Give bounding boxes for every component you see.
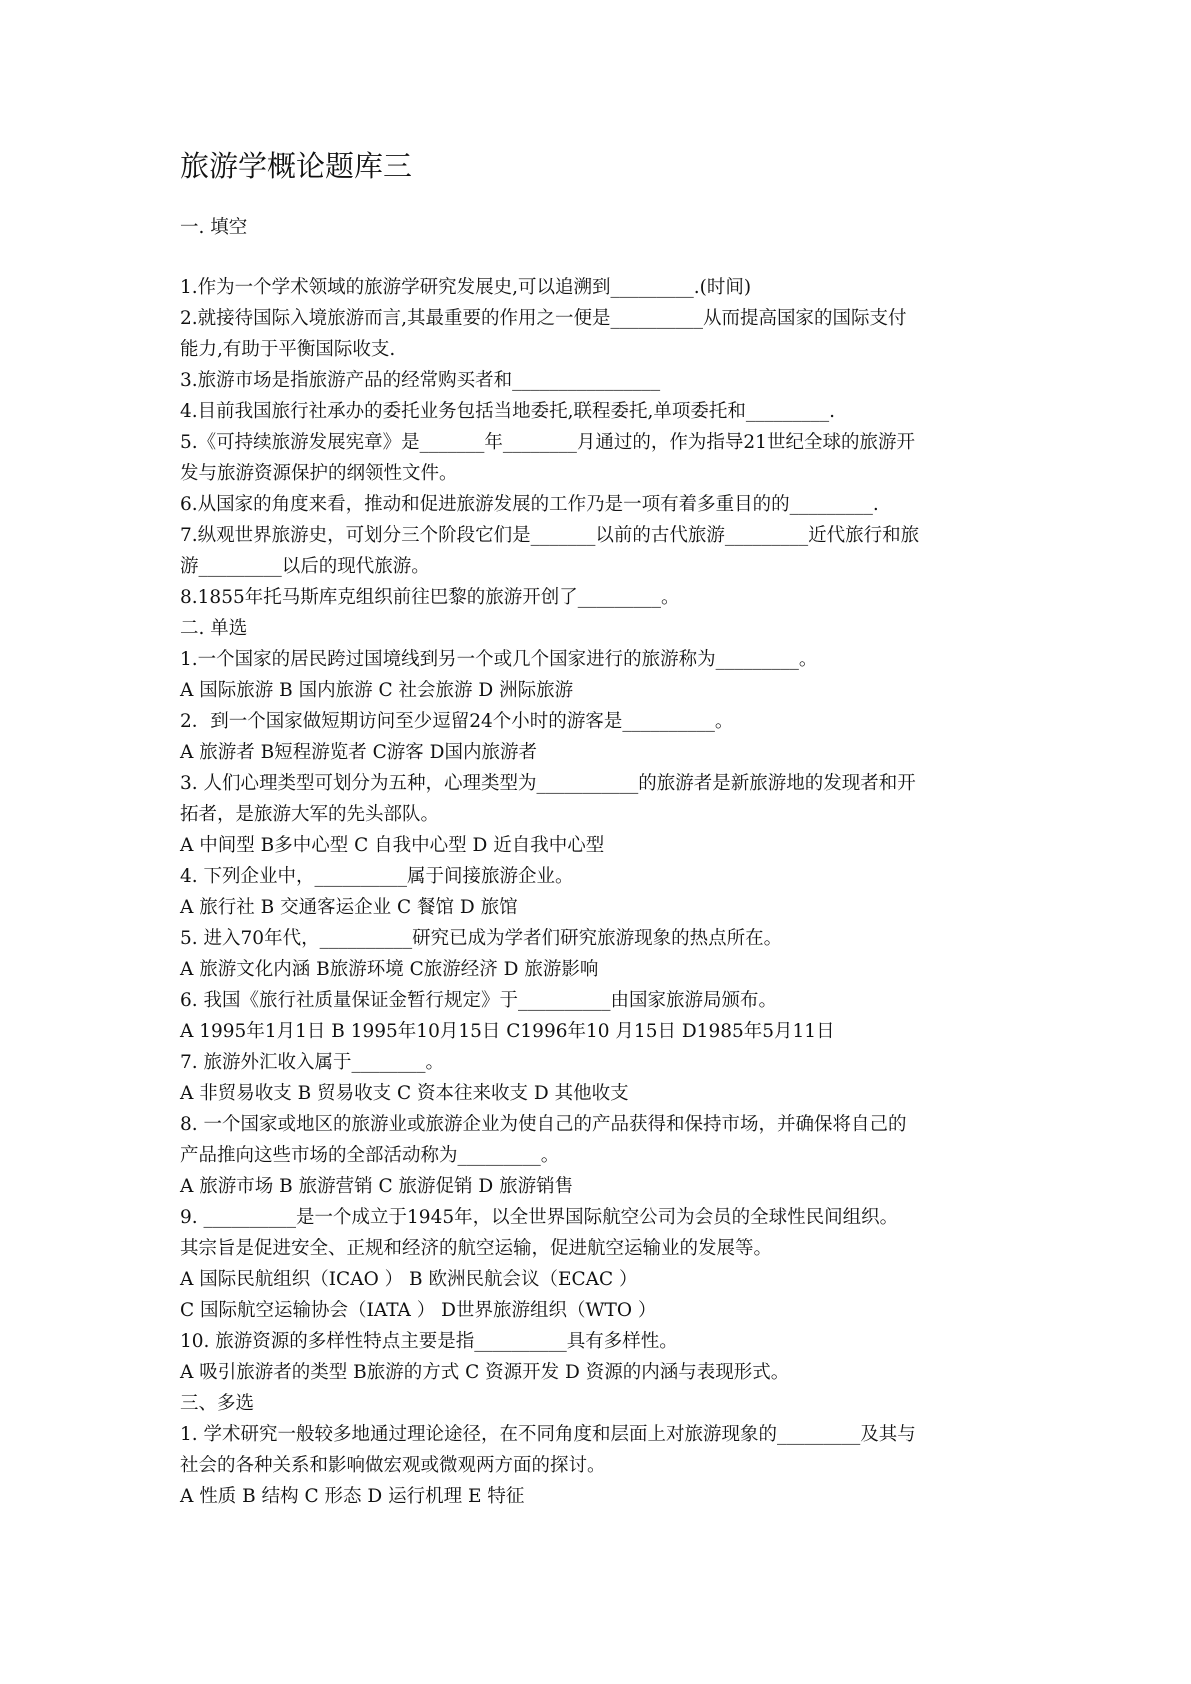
text-line: 9. __________是一个成立于1945年，以全世界国际航空公司为会员的全球性民间组织。: [180, 1207, 899, 1228]
text-line: A 1995年1月1日 B 1995年10月15日 C1996年10 月15日 D1985年5月11日: [180, 1021, 835, 1042]
text-line: A 非贸易收支 B 贸易收支 C 资本往来收支 D 其他收支: [180, 1083, 629, 1104]
text-line: 1.作为一个学术领域的旅游学研究发展史,可以追溯到_________.(时间): [180, 277, 752, 298]
text-line: 7.纵观世界旅游史，可划分三个阶段它们是_______以前的古代旅游_________近代旅行和旅: [180, 525, 920, 546]
text-line: 10. 旅游资源的多样性特点主要是指__________具有多样性。: [180, 1331, 678, 1352]
text-line: 4. 下列企业中，__________属于间接旅游企业。: [180, 866, 574, 887]
text-line: 3.旅游市场是指旅游产品的经常购买者和________________: [180, 370, 661, 391]
text-line: 2．到一个国家做短期访问至少逗留24个小时的游客是__________。: [180, 711, 734, 732]
text-line: 8.1855年托马斯库克组织前往巴黎的旅游开创了_________。: [180, 587, 680, 608]
blank-line: [180, 243, 1020, 272]
text-line: 发与旅游资源保护的纲领性文件。: [180, 463, 458, 484]
text-line: 1. 学术研究一般较多地通过理论途径，在不同角度和层面上对旅游现象的_________及其与: [180, 1424, 916, 1445]
text-line: A 性质 B 结构 C 形态 D 运行机理 E 特征: [180, 1486, 525, 1507]
text-line: 5.《可持续旅游发展宪章》是_______年________月通过的，作为指导21世纪全球的旅游开: [180, 432, 915, 453]
text-line: 6. 我国《旅行社质量保证金暂行规定》于__________由国家旅游局颁布。: [180, 990, 778, 1011]
text-line: A 旅游文化内涵 B旅游环境 C旅游经济 D 旅游影响: [180, 959, 599, 980]
text-line: 3. 人们心理类型可划分为五种，心理类型为___________的旅游者是新旅游地的发现者和开: [180, 773, 916, 794]
text-line: 产品推向这些市场的全部活动称为_________。: [180, 1145, 560, 1166]
text-line: 7. 旅游外汇收入属于________。: [180, 1052, 445, 1073]
text-line: 8. 一个国家或地区的旅游业或旅游企业为使自己的产品获得和保持市场，并确保将自己的: [180, 1114, 907, 1135]
document-body: [180, 212, 1020, 1512]
text-line: A 国际民航组织（ICAO ） B 欧洲民航会议（ECAC ）: [180, 1269, 638, 1290]
text-line: A 旅行社 B 交通客运企业 C 餐馆 D 旅馆: [180, 897, 518, 918]
text-line: 拓者，是旅游大军的先头部队。: [180, 804, 440, 825]
text-line: A 国际旅游 B 国内旅游 C 社会旅游 D 洲际旅游: [180, 680, 574, 701]
document-title: 旅游学概论题库三: [180, 149, 413, 183]
text-line: 社会的各种关系和影响做宏观或微观两方面的探讨。: [180, 1455, 606, 1476]
text-line: A 旅游市场 B 旅游营销 C 旅游促销 D 旅游销售: [180, 1176, 574, 1197]
text-line: C 国际航空运输协会（IATA ） D世界旅游组织（WTO ）: [180, 1300, 657, 1321]
text-line: 6.从国家的角度来看，推动和促进旅游发展的工作乃是一项有着多重目的的_________.: [180, 494, 879, 515]
text-line: 一. 填空: [180, 217, 248, 238]
text-line: 1.一个国家的居民跨过国境线到另一个或几个国家进行的旅游称为_________。: [180, 649, 818, 670]
text-line: 4.目前我国旅行社承办的委托业务包括当地委托,联程委托,单项委托和_________.: [180, 401, 836, 422]
text-line: 二. 单选: [180, 618, 248, 639]
text-line: 其宗旨是促进安全、正规和经济的航空运输，促进航空运输业的发展等。: [180, 1238, 773, 1259]
text-line: 游_________以后的现代旅游。: [180, 556, 430, 577]
text-line: 三、多选: [180, 1393, 255, 1414]
text-line: A 吸引旅游者的类型 B旅游的方式 C 资源开发 D 资源的内涵与表现形式。: [180, 1362, 790, 1383]
text-line: 能力,有助于平衡国际收支.: [180, 339, 396, 360]
text-line: 2.就接待国际入境旅游而言,其最重要的作用之一便是__________从而提高国家的国际支付: [180, 308, 907, 329]
text-line: A 中间型 B多中心型 C 自我中心型 D 近自我中心型: [180, 835, 605, 856]
text-line: 5. 进入70年代，__________研究已成为学者们研究旅游现象的热点所在。: [180, 928, 783, 949]
text-line: A 旅游者 B短程游览者 C游客 D国内旅游者: [180, 742, 537, 763]
